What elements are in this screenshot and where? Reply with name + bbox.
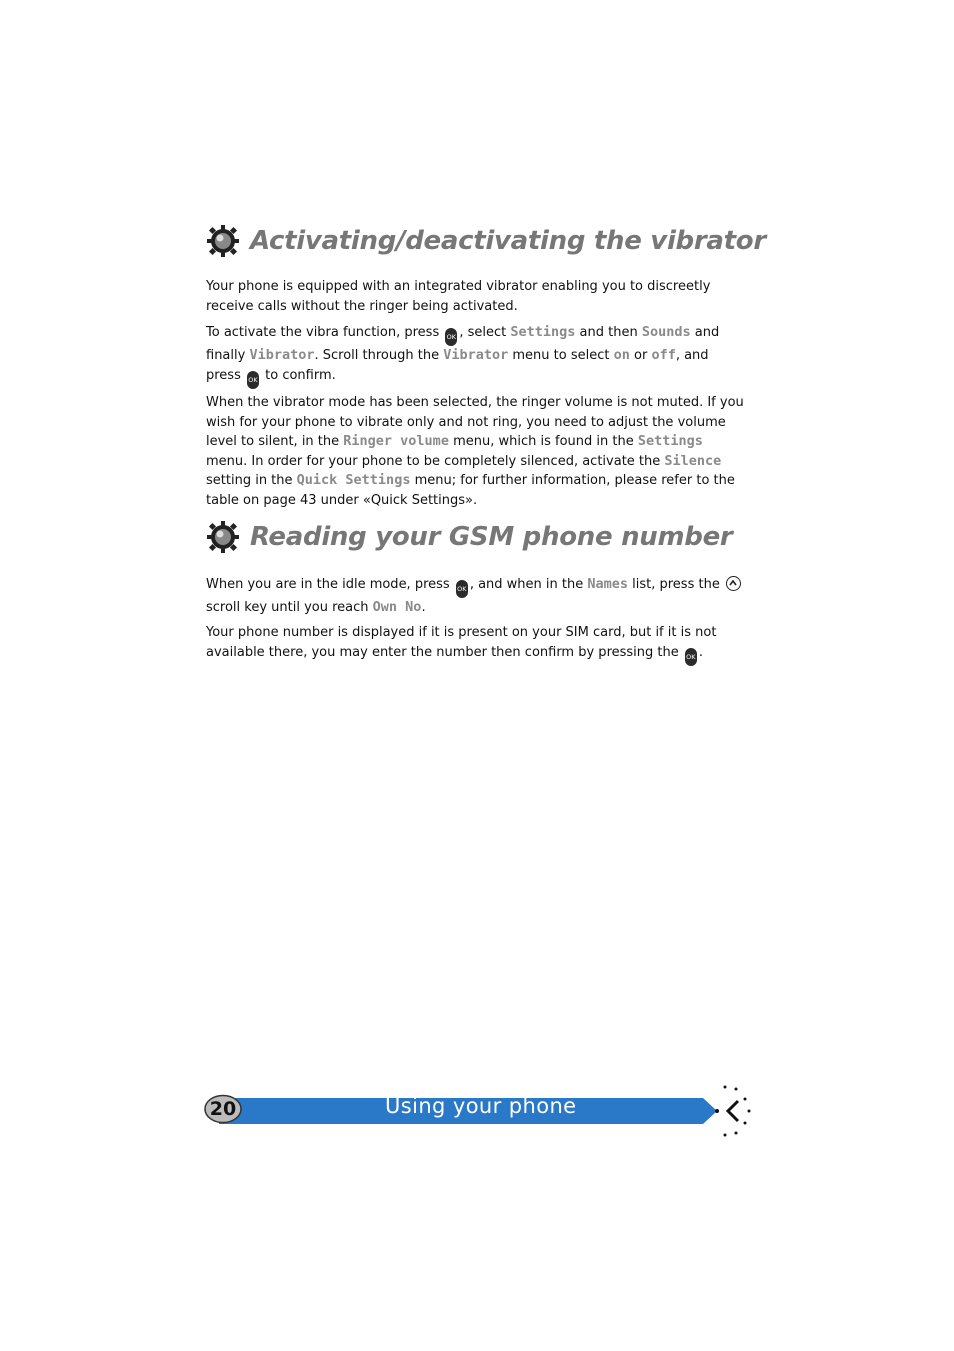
- menu-keyword: Vibrator: [443, 347, 509, 363]
- text: to confirm.: [261, 367, 336, 383]
- ok-key-icon: OK: [247, 371, 259, 389]
- menu-keyword: Names: [587, 576, 628, 592]
- footer-title: Using your phone: [385, 1094, 577, 1118]
- section-title: Activating/deactivating the vibrator: [250, 226, 766, 256]
- text: . Scroll through the: [314, 348, 444, 363]
- text: .: [421, 600, 426, 615]
- menu-keyword: on: [613, 347, 630, 363]
- up-scroll-key-icon: [726, 576, 741, 591]
- ok-key-icon: OK: [456, 580, 468, 598]
- text: or: [629, 348, 652, 363]
- paragraph-vibrator-activate: [206, 323, 746, 389]
- paragraph-gsm-number-display: [206, 623, 746, 666]
- paragraph-vibrator-intro: [206, 277, 746, 316]
- text: menu to select: [508, 348, 614, 363]
- text: To activate the vibra function, press: [206, 325, 444, 340]
- text: and finally: [206, 325, 720, 363]
- text: and then: [575, 325, 642, 340]
- section-header-vibrator: [206, 224, 766, 258]
- gear-icon: [206, 520, 240, 554]
- menu-keyword: Settings: [510, 324, 576, 340]
- text: , select: [459, 325, 511, 340]
- menu-keyword: Ringer volume: [343, 433, 449, 449]
- text: scroll key until you reach: [206, 600, 373, 615]
- paragraph-text: Your phone is equipped with an integrated vibrator enabling you to discreetly receive calls without the ringer being activated.: [206, 279, 711, 314]
- text: menu; for further information, please refer to the table on page 43 under «Quick Settings».: [206, 473, 735, 508]
- text: When the vibrator mode has been selected, the ringer volume is not muted. If you wish for your phone to vibrate only and not ring, you need to adjust the volume level to silent, in the: [206, 395, 744, 449]
- menu-keyword: Silence: [664, 452, 722, 469]
- paragraph-vibrator-details: [206, 393, 746, 510]
- section-title: Reading your GSM phone number: [250, 522, 733, 552]
- sparkle-decoration-icon: [714, 1081, 754, 1141]
- menu-keyword: Settings: [637, 433, 703, 449]
- menu-keyword: off: [651, 347, 676, 363]
- text: Your phone number is displayed if it is present on your SIM card, but if it is not available there, you may enter the number then confirm by pressing the: [206, 625, 717, 660]
- text: .: [698, 644, 704, 660]
- ok-key-icon: OK: [685, 648, 697, 666]
- text: menu, which is found in the: [448, 434, 638, 449]
- menu-keyword: Vibrator: [249, 347, 315, 363]
- menu-keyword: Own No: [372, 599, 422, 615]
- page-number: 20: [209, 1098, 237, 1120]
- text: When you are in the idle mode, press: [206, 577, 454, 592]
- menu-keyword: Quick Settings: [296, 472, 411, 488]
- text: , and when in the: [469, 577, 588, 592]
- gear-icon: [206, 224, 240, 258]
- text: setting in the: [206, 473, 297, 488]
- text: menu. In order for your phone to be completely silenced, activate the: [206, 453, 665, 469]
- text: list, press the: [628, 577, 724, 592]
- section-header-gsm-number: [206, 520, 732, 554]
- text: , and press: [206, 348, 709, 383]
- ok-key-icon: OK: [445, 328, 457, 346]
- menu-keyword: Sounds: [641, 324, 691, 340]
- page-number-badge: [204, 1094, 242, 1124]
- paragraph-gsm-number-steps: [206, 575, 746, 618]
